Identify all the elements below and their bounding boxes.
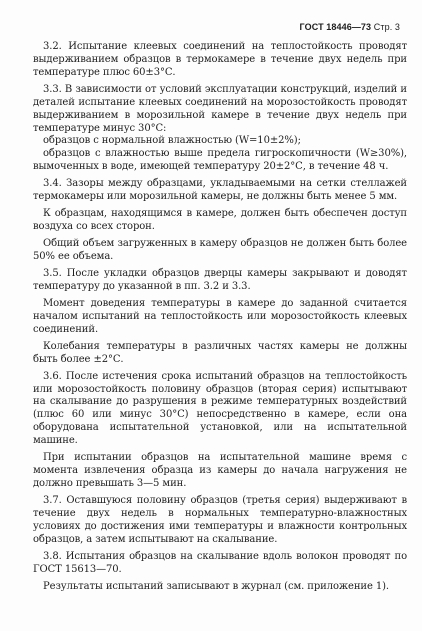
paragraph-3-3-item-2: образцов с влажностью выше предела гигроскопичности (W≥30%), вымоченных в воде, имеющей температуру 20±2°С, в течение 48 ч. [33, 148, 407, 173]
paragraph-temperature-variation: Колебания температуры в различных частях камеры не должны быть более ±2°С. [33, 340, 407, 365]
paragraph-results: Результаты испытаний записывают в журнал (см. приложение 1). [43, 580, 389, 592]
paragraph-3-8: 3.8. Испытания образцов на скалывание вдоль волокон проводят по ГОСТ 15613—70. [33, 550, 407, 575]
paragraph-load-volume: Общий объем загруженных в камеру образцов не должен быть более 50% ее объема. [33, 238, 407, 262]
paragraph-air-access: К образцам, находящимся в камере, должен быть обеспечен доступ воздуха со всех сторон. [33, 208, 407, 233]
paragraph-3-2: 3.2. Испытание клеевых соединений на теплостойкость проводят выдерживанием образцов в термокамере в течение двух недель при температуре плюс 60±3°С. [33, 41, 407, 78]
paragraph-3-4: 3.4. Зазоры между образцами, укладываемыми на сетки стеллажей термокамеры или морозильной камеры, не должны быть менее 5 мм. [33, 178, 407, 203]
paragraph-3-7: 3.7. Оставшуюся половину образцов (третья серия) выдерживают в течение двух недель в нормальных температурно-влажностных условиях до достижения ими температуры и влажности контрольных образцов, а затем испытывают на скалывание. [33, 494, 407, 545]
standard-number: ГОСТ 18446—73 [299, 22, 372, 32]
paragraph-test-start: Момент доведения температуры в камере до заданной считается началом испытаний на теплостойкость или морозостойкость клеевых соединений. [33, 297, 407, 335]
paragraph-3-6: 3.6. После истечения срока испытаний образцов на теплостойкость или морозостойкость половину образцов (вторая серия) испытывают на скалывание до разрушения в режиме температурных воздействий (плюс 60 или минус 30°С) непосредственно в камере, если она оборудована испытательной установкой, или на испытательной машине. [33, 370, 407, 447]
paragraph-machine-time: При испытании образцов на испытательной машине время с момента извлечения образца из камеры до начала нагружения не должно превышать 3—5 мин. [33, 452, 407, 489]
page-number: Стр. 3 [373, 22, 400, 32]
document-body [33, 41, 407, 598]
page-header [300, 22, 400, 32]
paragraph-3-5: 3.5. После укладки образцов дверцы камеры закрывают и доводят температуру до указанной в пп. 3.2 и 3.3. [33, 267, 407, 292]
paragraph-3-3-item-1: образцов с нормальной влажностью (W=10±2%); [43, 135, 301, 147]
paragraph-3-3: 3.3. В зависимости от условий эксплуатации конструкций, изделий и деталей испытание клеевых соединений на морозостойкость проводят выдерживанием в морозильной камере в течение двух недель при температуре минус 30°С: [33, 83, 407, 134]
